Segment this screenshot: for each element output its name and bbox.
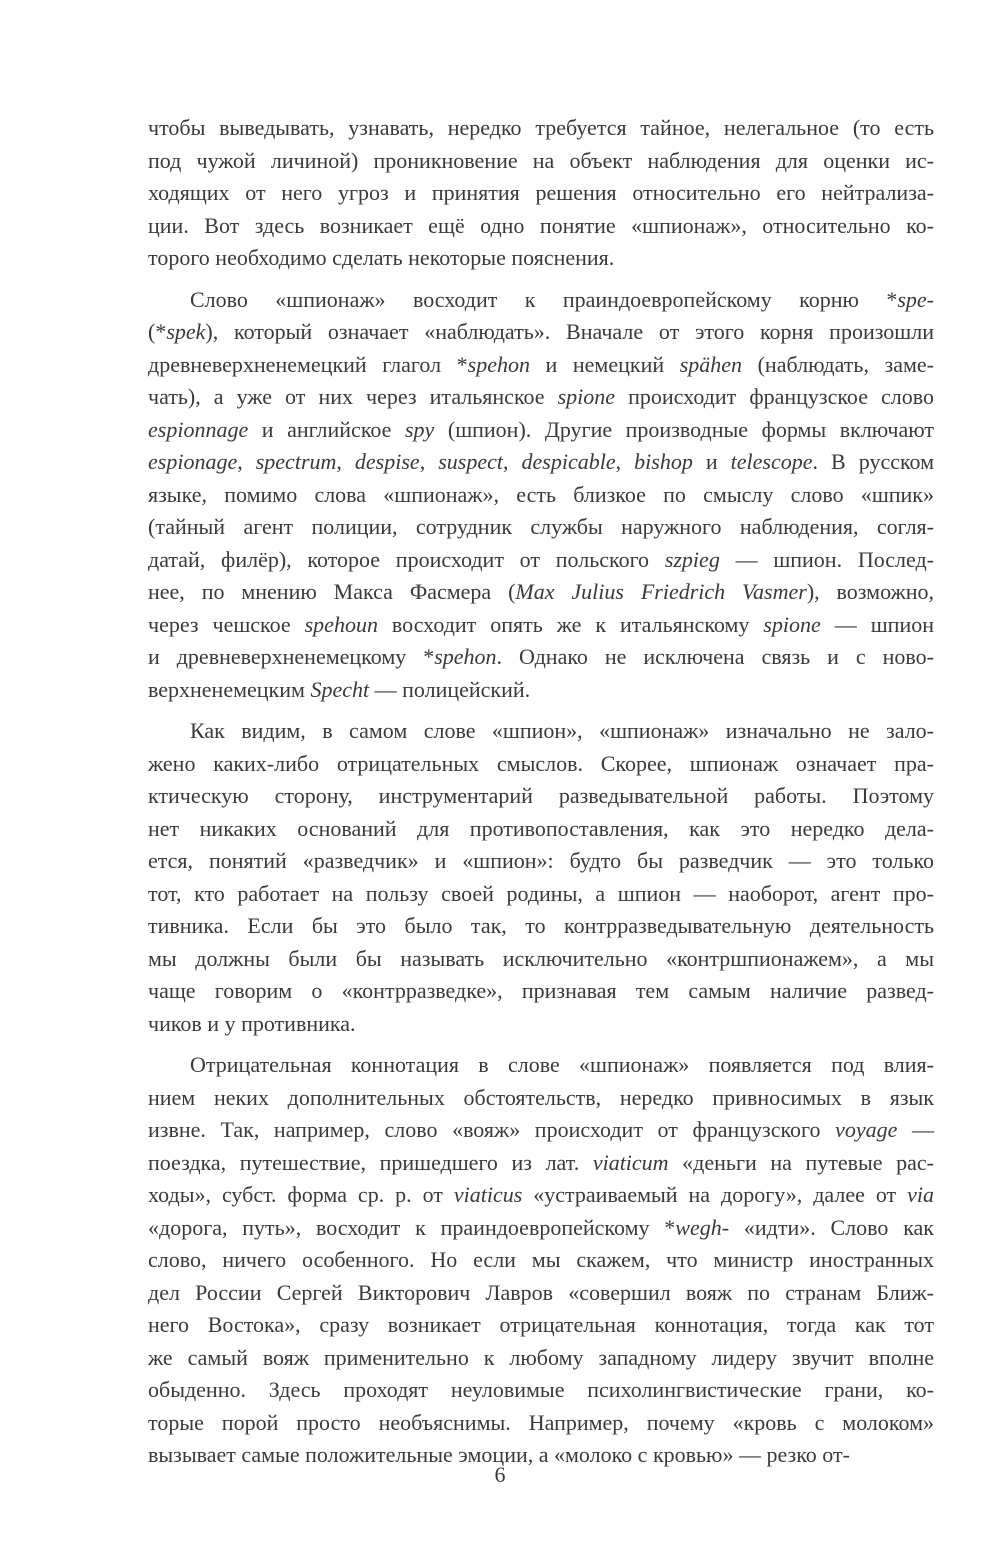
text-run: «деньги на путевые рас- bbox=[668, 1149, 935, 1175]
text-run: Слово «шпионаж» восходит к праиндоевропейскому корню * bbox=[190, 286, 898, 312]
text-run: , bbox=[615, 449, 635, 474]
text-line bbox=[148, 1309, 934, 1342]
italic-term: suspect bbox=[438, 449, 503, 474]
italic-term: spione bbox=[557, 384, 616, 409]
text-run: и английское bbox=[248, 416, 405, 442]
text-line bbox=[148, 1277, 934, 1310]
text-line bbox=[148, 1407, 934, 1440]
page-number: 6 bbox=[494, 1462, 506, 1487]
text-line bbox=[148, 145, 934, 178]
text-run: же самый вояж применительно к любому западному лидеру звучит вполне bbox=[148, 1344, 934, 1370]
italic-term: despise bbox=[354, 449, 420, 474]
text-run: — шпион bbox=[820, 611, 934, 637]
text-line bbox=[148, 1114, 934, 1147]
text-run: вызывает самые положительные эмоции, а «молоко с кровью» — резко от- bbox=[148, 1442, 850, 1467]
text-run: ходящих от него угроз и принятия решения относительно его нейтрализа- bbox=[148, 180, 934, 205]
italic-term: viaticum bbox=[592, 1149, 669, 1175]
text-line bbox=[148, 1179, 934, 1212]
text-run: дел России Сергей Викторович Лавров «совершил вояж по странам Ближ- bbox=[148, 1279, 934, 1305]
text-run: нет никаких оснований для противопоставления, как это нередко дела- bbox=[148, 815, 934, 841]
text-run: торого необходимо сделать некоторые пояснения. bbox=[148, 245, 615, 270]
italic-term: spectrum bbox=[255, 449, 337, 474]
italic-term: spione bbox=[763, 611, 821, 637]
text-run: под чужой личиной) проникновение на объект наблюдения для оценки ис- bbox=[148, 147, 934, 173]
text-run: «устраиваемый на дорогу», далее от bbox=[522, 1182, 908, 1207]
paragraph bbox=[148, 284, 934, 707]
paragraph bbox=[148, 715, 934, 1040]
italic-term: spehon bbox=[434, 644, 497, 669]
text-line bbox=[148, 284, 934, 317]
text-run: (шпион). Другие производные формы включают bbox=[434, 416, 934, 442]
text-run: верхненемецким bbox=[148, 676, 311, 702]
text-line bbox=[148, 1147, 934, 1180]
italic-term: espionnage bbox=[148, 416, 249, 442]
text-run: ции. Вот здесь возникает ещё одно понятие «шпионаж», относительно ко- bbox=[148, 212, 934, 238]
text-run: ), возможно, bbox=[806, 579, 935, 604]
italic-term: bishop bbox=[634, 449, 693, 474]
text-line bbox=[148, 780, 934, 813]
text-run: ется, понятий «разведчик» и «шпион»: будто бы разведчик — это только bbox=[148, 848, 934, 873]
text-run: нее, по мнению Макса Фасмера ( bbox=[148, 579, 516, 604]
italic-term: viaticus bbox=[453, 1182, 523, 1207]
text-run: и bbox=[692, 449, 731, 474]
text-run: (тайный агент полиции, сотрудник службы наружного наблюдения, согля- bbox=[148, 514, 934, 539]
italic-term: despicable bbox=[521, 449, 616, 474]
text-run: тот, кто работает на пользу своей родины, а шпион — наоборот, агент про- bbox=[148, 880, 934, 906]
text-run: ходы», субст. форма ср. р. от bbox=[148, 1182, 454, 1207]
text-line bbox=[148, 112, 934, 145]
italic-term: wegh- bbox=[675, 1214, 730, 1240]
text-run: языке, помимо слова «шпионаж», есть близкое по смыслу слово «шпик» bbox=[148, 481, 934, 507]
text-run: , bbox=[502, 449, 522, 474]
italic-term: szpieg bbox=[664, 546, 720, 572]
text-run: слово, ничего особенного. Но если мы скажем, что министр иностранных bbox=[148, 1247, 934, 1272]
text-line bbox=[148, 349, 934, 382]
text-line bbox=[148, 210, 934, 243]
text-line bbox=[148, 1374, 934, 1407]
text-run: чаще говорим о «контрразведке», признавая тем самым наличие развед- bbox=[148, 978, 934, 1003]
italic-term: via bbox=[907, 1182, 934, 1207]
text-run: и древневерхненемецкому * bbox=[148, 644, 435, 669]
text-run: мы должны были бы называть исключительно «контршпионажем», а мы bbox=[148, 945, 934, 971]
text-run: . Однако не исключена связь и с ново- bbox=[496, 644, 934, 669]
text-line bbox=[148, 878, 934, 911]
italic-term: Max Julius Friedrich Vasmer bbox=[515, 579, 807, 604]
text-run: — полицейский. bbox=[369, 676, 531, 702]
text-run: чиков и у противника. bbox=[148, 1010, 356, 1036]
text-run: извне. Так, например, слово «вояж» происходит от французского bbox=[148, 1117, 836, 1142]
text-line bbox=[148, 609, 934, 642]
text-run: датай, филёр), которое происходит от польского bbox=[148, 546, 665, 572]
text-line bbox=[148, 479, 934, 512]
text-line bbox=[148, 576, 934, 609]
text-line bbox=[148, 316, 934, 349]
text-line bbox=[148, 414, 934, 447]
text-run: обыденно. Здесь проходят неуловимые психолингвистические грани, ко- bbox=[148, 1377, 934, 1402]
text-run: . В русском bbox=[812, 449, 935, 474]
text-run: происходит французское слово bbox=[615, 384, 934, 409]
text-run: чтобы выведывать, узнавать, нередко требуется тайное, нелегальное (то есть bbox=[148, 115, 934, 140]
text-run: тивника. Если бы это было так, то контрразведывательную деятельность bbox=[148, 913, 934, 938]
text-run: «идти». Слово как bbox=[729, 1214, 934, 1240]
text-run: и немецкий bbox=[529, 351, 680, 377]
text-line bbox=[148, 910, 934, 943]
text-line bbox=[148, 975, 934, 1008]
text-line bbox=[148, 1049, 934, 1082]
text-run: , bbox=[336, 449, 355, 474]
text-line bbox=[148, 544, 934, 577]
text-line bbox=[148, 511, 934, 544]
text-run: древневерхненемецкий глагол * bbox=[148, 351, 468, 377]
text-run: — шпион. Послед- bbox=[719, 546, 934, 572]
text-line bbox=[148, 1082, 934, 1115]
text-run: нием неких дополнительных обстоятельств, нередко привносимых в язык bbox=[148, 1084, 934, 1110]
italic-term: espionage bbox=[148, 449, 238, 474]
text-line bbox=[148, 1212, 934, 1245]
text-run: ), который означает «наблюдать». Вначале от этого корня произошли bbox=[205, 319, 934, 344]
text-line bbox=[148, 1244, 934, 1277]
text-line bbox=[148, 381, 934, 414]
text-run: (* bbox=[148, 319, 167, 344]
text-run: через чешское bbox=[148, 611, 305, 637]
paragraph bbox=[148, 112, 934, 275]
text-line bbox=[148, 1008, 934, 1041]
text-line bbox=[148, 813, 934, 846]
italic-term: spähen bbox=[679, 351, 743, 377]
italic-term: spy bbox=[404, 416, 435, 442]
italic-term: spe- bbox=[897, 286, 934, 312]
italic-term: Specht bbox=[310, 676, 370, 702]
text-line bbox=[148, 446, 934, 479]
text-run: поездка, путешествие, пришедшего из лат. bbox=[148, 1149, 593, 1175]
italic-term: voyage bbox=[835, 1117, 898, 1142]
text-run: , bbox=[237, 449, 256, 474]
text-run: ктическую сторону, инструментарий разведывательной работы. Поэтому bbox=[148, 783, 934, 808]
italic-term: spehon bbox=[467, 351, 530, 377]
text-line bbox=[148, 748, 934, 781]
italic-term: spehoun bbox=[304, 611, 378, 637]
text-run: Как видим, в самом слове «шпион», «шпионаж» изначально не зало- bbox=[190, 718, 934, 743]
text-run: него Востока», сразу возникает отрицательная коннотация, тогда как тот bbox=[148, 1312, 934, 1337]
text-run: «дорога, путь», восходит к праиндоевропейскому * bbox=[148, 1214, 676, 1240]
italic-term: telescope bbox=[730, 449, 813, 474]
text-line bbox=[148, 242, 934, 275]
text-run: жено каких-либо отрицательных смыслов. Скорее, шпионаж означает пра- bbox=[148, 750, 934, 776]
text-run: Отрицательная коннотация в слове «шпионаж» появляется под влия- bbox=[190, 1052, 934, 1077]
text-run: восходит опять же к итальянскому bbox=[377, 611, 764, 637]
text-line bbox=[148, 674, 934, 707]
italic-term: spek bbox=[166, 319, 206, 344]
text-run: торые порой просто необъяснимы. Например, почему «кровь с молоком» bbox=[148, 1409, 934, 1435]
text-run: чать), а уже от них через итальянское bbox=[148, 384, 558, 409]
text-line bbox=[148, 177, 934, 210]
text-line bbox=[148, 943, 934, 976]
text-run: , bbox=[419, 449, 439, 474]
text-line bbox=[148, 715, 934, 748]
text-line bbox=[148, 641, 934, 674]
text-line bbox=[148, 1342, 934, 1375]
body-text bbox=[148, 112, 934, 1472]
paragraph bbox=[148, 1049, 934, 1472]
text-line bbox=[148, 845, 934, 878]
text-run: (наблюдать, заме- bbox=[742, 351, 934, 377]
text-run: — bbox=[897, 1117, 934, 1142]
